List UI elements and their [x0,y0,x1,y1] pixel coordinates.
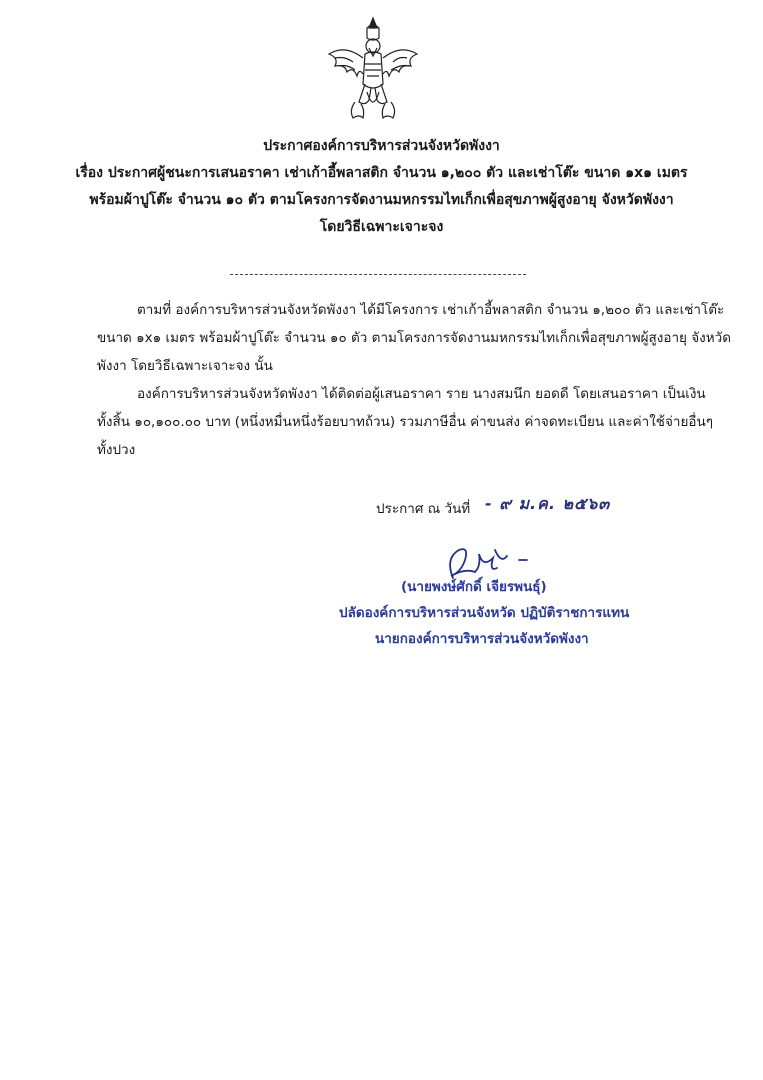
signatory-position-1: ปลัดองค์การบริหารส่วนจังหวัด ปฏิบัติราชการแทน [339,605,630,621]
subject-line-1: เรื่อง ประกาศผู้ชนะการเสนอราคา เช่าเก้าอี้พลาสติก จำนวน ๑,๒๐๐ ตัว และเช่าโต๊ะ ขนาด ๑x๑ เมตร [75,165,688,181]
signatory-position-2: นายกองค์การบริหารส่วนจังหวัดพังงา [375,631,589,647]
paragraph-2-line-2: ทั้งสิ้น ๑๐,๑๐๐.๐๐ บาท (หนึ่งหมื่นหนึ่งร้อยบาทถ้วน) รวมภาษีอื่น ค่าขนส่ง ค่าจดทะเบียน และค่าใช้จ่ายอื่นๆ [97,414,713,430]
dashed-divider [230,274,526,275]
announcement-title: ประกาศองค์การบริหารส่วนจังหวัดพังงา [263,138,500,154]
paragraph-2-line-3: ทั้งปวง [97,442,136,458]
subject-line-2: พร้อมผ้าปูโต๊ะ จำนวน ๑๐ ตัว ตามโครงการจัดงานมหกรรมไทเก็กเพื่อสุขภาพผู้สูงอายุ จังหวัดพังงา [89,192,674,208]
subject-line-3: โดยวิธีเฉพาะเจาะจง [319,219,444,235]
paragraph-1-line-3: พังงา โดยวิธีเฉพาะเจาะจง นั้น [97,358,273,374]
date-value-handwritten: - ๙ ม.ค. ๒๕๖๓ [485,494,611,513]
paragraph-1-line-1: ตามที่ องค์การบริหารส่วนจังหวัดพังงา ได้มีโครงการ เช่าเก้าอี้พลาสติก จำนวน ๑,๒๐๐ ตัว และเช่าโต๊ะ [137,302,725,318]
garuda-emblem [325,14,421,126]
signatory-name: (นายพงษ์ศักดิ์ เจียรพนธุ์) [401,579,547,595]
paragraph-2-line-1: องค์การบริหารส่วนจังหวัดพังงา ได้ติดต่อผู้เสนอราคา ราย นางสมนึก ยอดดี โดยเสนอราคา เป็นเงิน [137,386,706,402]
paragraph-1-line-2: ขนาด ๑x๑ เมตร พร้อมผ้าปูโต๊ะ จำนวน ๑๐ ตัว ตามโครงการจัดงานมหกรรมไทเก็กเพื่อสุขภาพผู้สูงอายุ จังหวัด [97,330,731,346]
date-label: ประกาศ ณ วันที่ [376,501,471,517]
